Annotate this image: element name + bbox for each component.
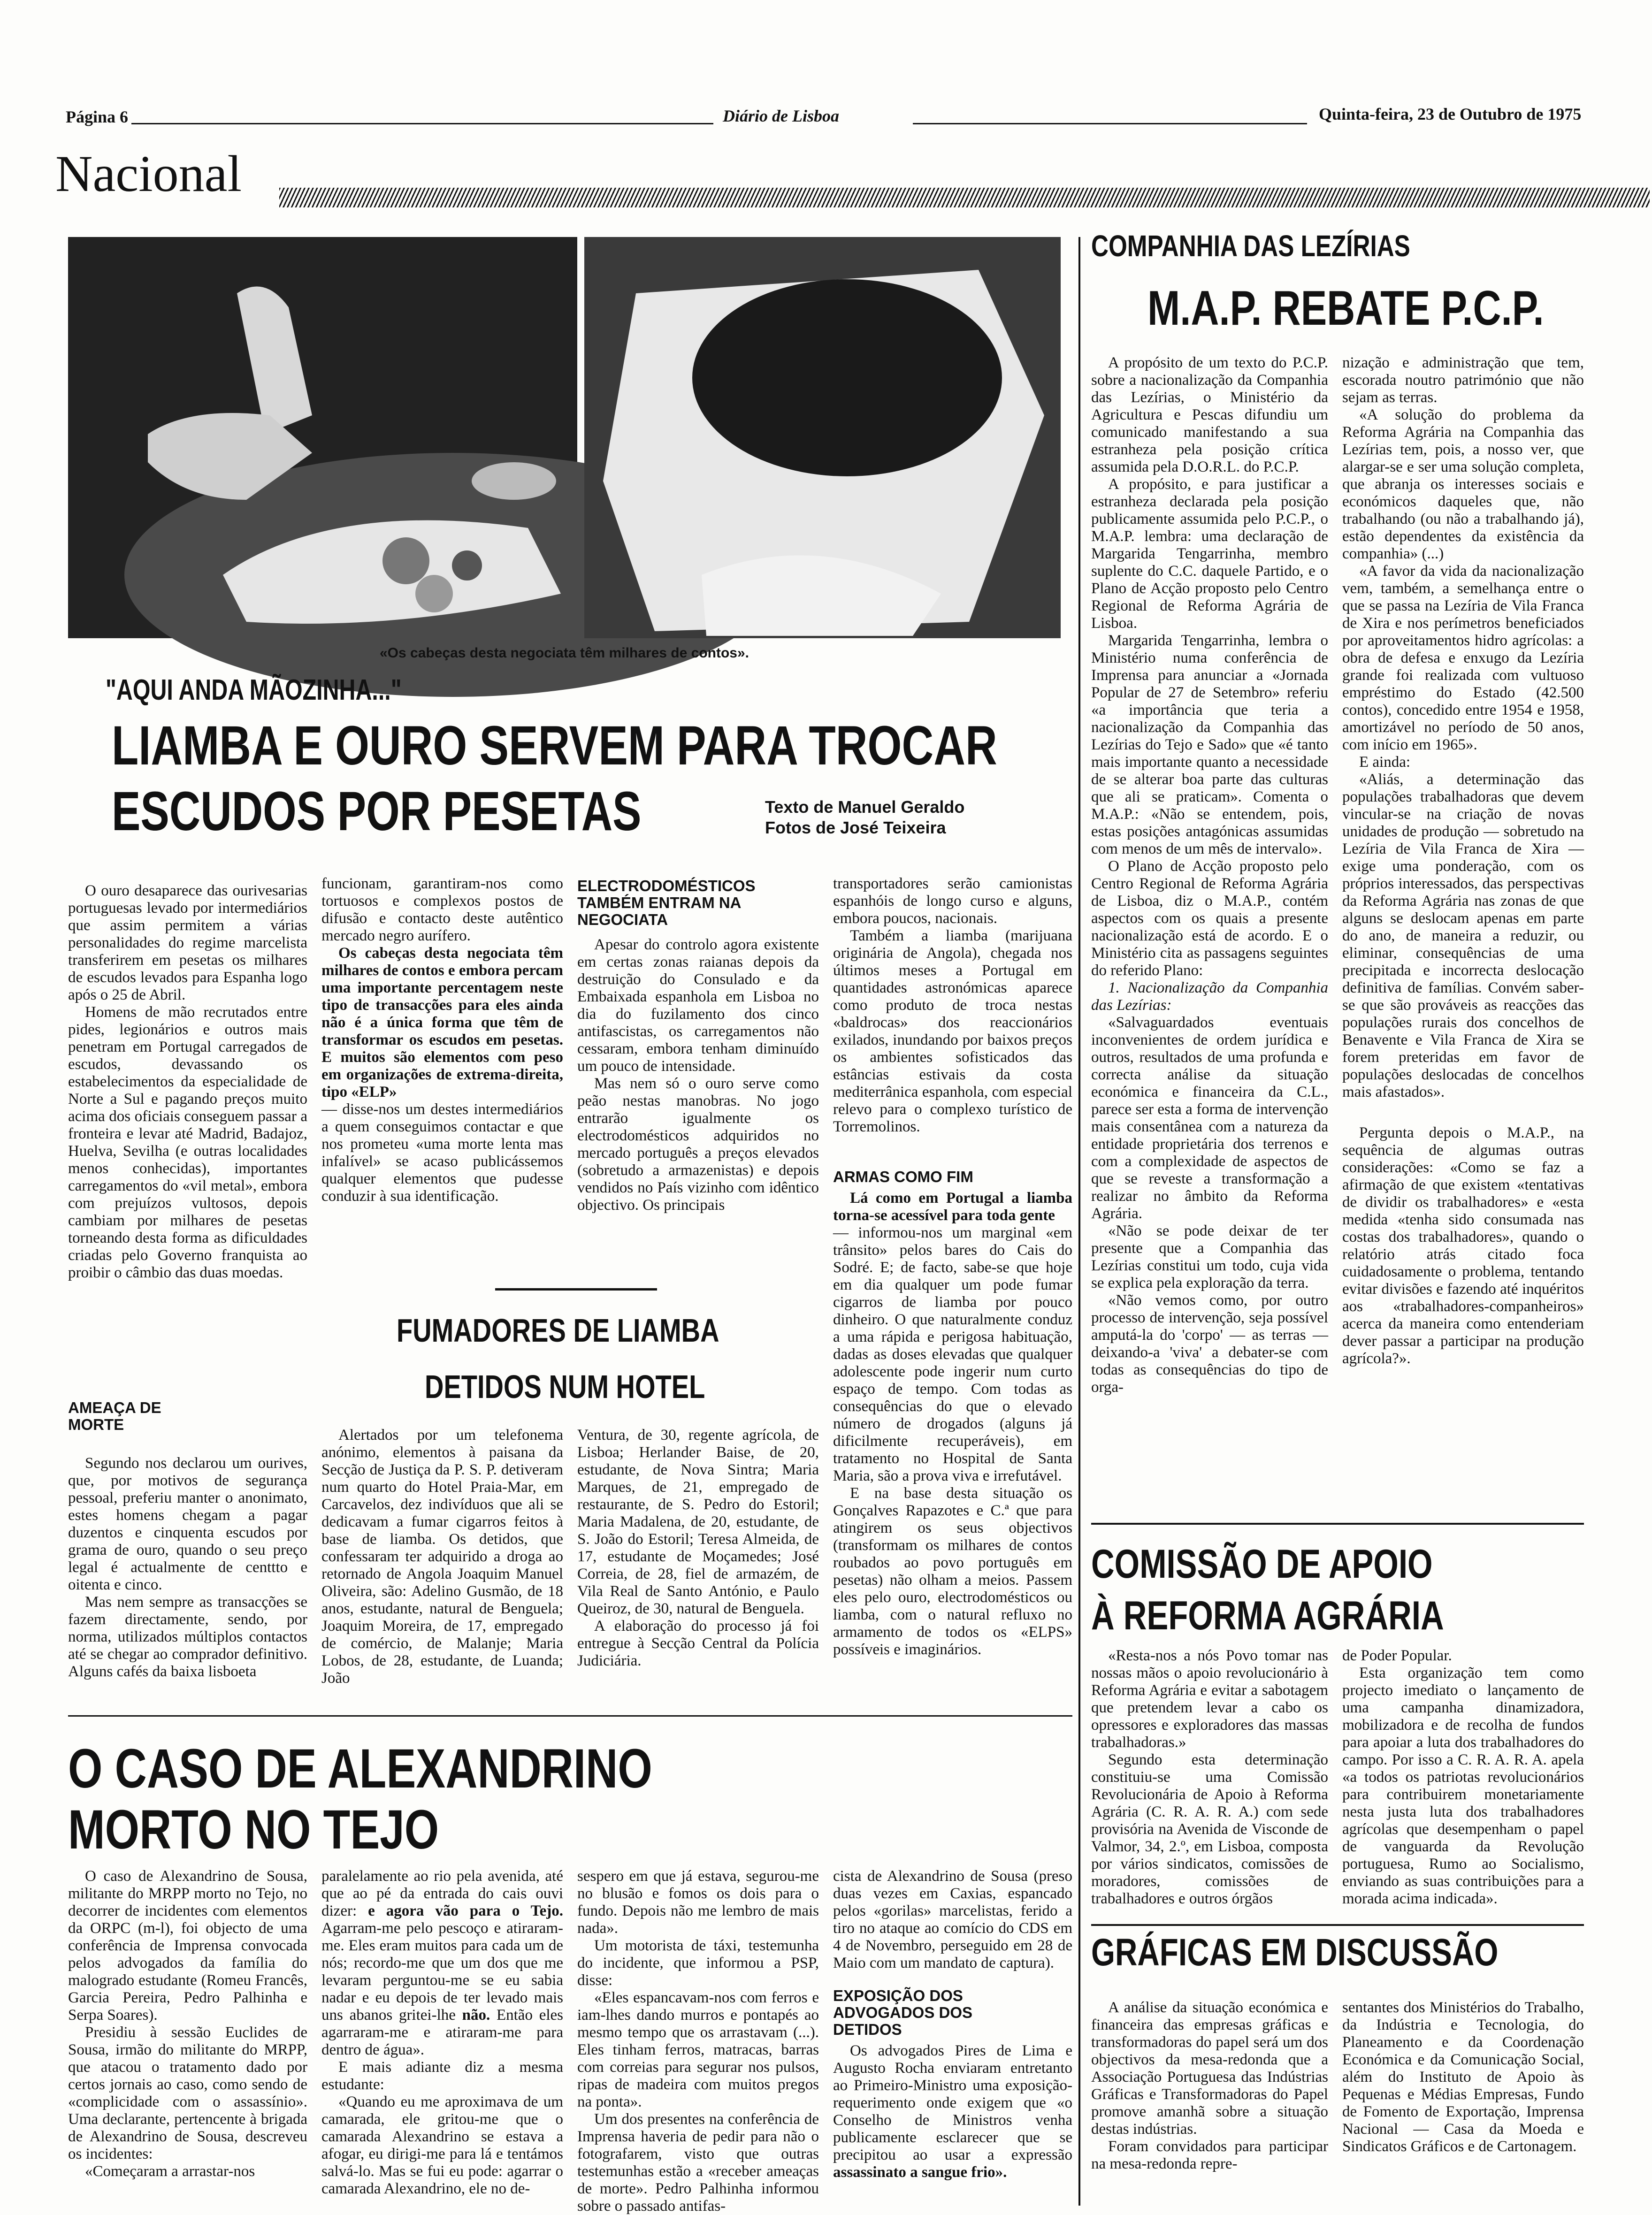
companhia-col-2 [1342, 354, 1584, 1367]
alexandrino-title-line2: MORTO NO TEJO [68, 1799, 439, 1861]
paragraph-italic: 1. Nacionalização da Companhia das Lezírias: [1091, 979, 1328, 1014]
photo-hand-with-gold [68, 237, 577, 638]
text-bold: e agora vão para o Tejo. [368, 1902, 563, 1919]
alexandrino-col-2 [321, 1868, 563, 2206]
text: Os advogados Pires de Lima e Augusto Rocha enviaram entretanto ao Primeiro-Ministro uma exposição-requerimento onde exigem que «o Conselho de Ministros venha publicamente esclarecer que se precipitou ao usar a expressão [833, 2042, 1072, 2163]
paragraph: «Salvaguardados eventuais inconvenientes de ordem jurídica e outros, resultados de uma profunda e correcta análise da situação económica e financeira da C.L., parece ser esta a forma de intervenção mais consentânea com a natureza da entidade proprietária dos terrenos e com a complexidade de aspectos de que se reveste a transformação a realizar no âmbito da Reforma Agrária. [1091, 1014, 1328, 1222]
paragraph: Homens de mão recrutados entre pides, legionários e outros mais penetram em Portugal carregados de escudos, devassando os estabelecimentos da especialidade de Norte a Sul e pagando preços muito acima dos oficiais conseguem passar a fronteira e levar até Madrid, Badajoz, Huelva, Sevilha (e outras localidades menos conhecidas), importantes carregamentos do «vil metal», embora com prejuízos vultosos, depois cambiam por milhares de pesetas torneando desta forma as dificuldades criadas pelo Governo franquista ao proibir o câmbio das duas moedas. [68, 1004, 307, 1281]
paragraph: E mais adiante diz a mesma estudante: [321, 2059, 563, 2093]
alexandrino-title-line1: O CASO DE ALEXANDRINO [68, 1738, 652, 1800]
paragraph: Também a liamba (marijuana originária de Angola), chegada nos últimos meses a Portugal em quantidades astronómicas aparece como produto de troca nestas «baldrocas» dos reaccionários exilados, inundando por baixos preços os ambientes sofisticados das estâncias estivais da costa mediterrânica espanhola, com especial relevo para o complexo turístico de Torremolinos. [833, 927, 1072, 1135]
header-rule-left [131, 123, 713, 124]
paragraph: nização e administração que tem, escorada noutro património que não sejam as terras. [1342, 354, 1584, 406]
paragraph: Segundo nos declarou um ourives, que, por motivos de segurança pessoal, preferiu manter o anonimato, estes homens chegam a pagar duzentos e cinquenta escudos por grama de ouro, quando o seu preço legal é actualmente de centtto e oitenta e cinco. [68, 1455, 307, 1593]
paragraph: O caso de Alexandrino de Sousa, militante do MRPP morto no Tejo, no decorrer de incidentes com elementos da ORPC (m-l), foi objecto de uma conferência de Imprensa convocada pelos advogados da família do malogrado estudante (Romeu Francês, Garcia Pereira, Pedro Palhinha e Serpa Soares). [68, 1868, 307, 2024]
issue-date: Quinta-feira, 23 de Outubro de 1975 [1319, 105, 1582, 123]
paragraph: — informou-nos um marginal «em trânsito» pelos bares do Cais do Sodré. E; de facto, sabe-se que hoje em dia qualquer um pode fumar cigarros de liamba por pouco dinheiro. O que naturalmente conduz a uma rápida e perigosa habituação, dadas as doses elevadas que qualquer adolescente pode ingerir num curto espaço de tempo. Com todas as consequências do que o elevado número de drogados (alguns já dificilmente recuperáveis), em tratamento no Hospital de Santa Maria, são a prova viva e irrefutável. [833, 1224, 1072, 1484]
paragraph: E ainda: [1359, 754, 1411, 771]
paragraph: Mas nem só o ouro serve como peão nestas manobras. No jogo entrarão igualmente os electrodomésticos adquiridos no mercado português a preços elevados (sobretudo a armazenistas) e depois vendidos no País vizinho com idêntico objectivo. Os principais [577, 1075, 819, 1214]
subhead-ameaca: AMEAÇA DE MORTE [68, 1399, 161, 1433]
paragraph: de Poder Popular. [1342, 1647, 1452, 1664]
alexandrino-col-4b [833, 2042, 1072, 2206]
subhead-armas: ARMAS COMO FIM [833, 1168, 973, 1185]
subhead-exposicao: EXPOSIÇÃO DOS ADVOGADOS DOS DETIDOS [833, 1987, 973, 2038]
text-bold: assassinato a sangue frio». [833, 2164, 1007, 2181]
paragraph: Esta organização tem como projecto imediato o lançamento de uma campanha dinamizadora, mobilizadora e de recolha de fundos para apoiar a luta dos trabalhadores do campo. Por isso a C. R. A. R. A. apela «a todos os patriotas revolucionários para contribuirem monetariamente nesta justa luta dos trabalhadores agrícolas que desempenham o papel de vanguarda da Revolução portuguesa, Rumo ao Socialismo, enviando as suas contribuições para a morada acima indicada». [1342, 1665, 1584, 1907]
paragraph: «Eles espancavam-nos com ferros e iam-lhes dando murros e pontapés ao mesmo tempo que os arrastavam (...). Eles tinham ferros, matracas, barras com correias para segurar nos pulsos, ripas de madeira com muitos pregos na ponta». [577, 1989, 819, 2110]
paragraph: sentantes dos Ministérios do Trabalho, da Indústria e Tecnologia, do Planeamento e da Coordenação Económica e da Comunicação Social, além do Instituto de Apoio às Pequenas e Médias Empresas, Fundo de Fomento de Exportação, Imprensa Nacional — Casa da Moeda e Sindicatos Gráficos e de Cartonagem. [1342, 1999, 1584, 2155]
liamba-col-4b [833, 1190, 1072, 1711]
paragraph: E na base desta situação os Gonçalves Rapazotes e C.ª que para atingirem os seus objectivos (transformam os milhares de contos roubados ao povo português em pesetas) não olham a meios. Passem eles pelo ouro, electrodomésticos ou liamba, com o natural refluxo no armamento de todos os «ELPS» possíveis e imaginários. [833, 1485, 1072, 1658]
paragraph: A elaboração do processo já foi entregue à Secção Central da Polícia Judiciária. [577, 1618, 819, 1669]
photo-bag-of-liamba [584, 237, 1061, 638]
paragraph: «Quando eu me aproximava de um camarada, ele gritou-me que o camarada Alexandrino se estava a afogar, eu dirigi-me para lá e tentámos salvá-lo. Mas se fui eu pode: agarrar o camarada Alexandrino, ele no de- [321, 2093, 563, 2197]
fumadores-title-line1: FUMADORES DE LIAMBA [397, 1312, 719, 1349]
comissao-title-line2: À REFORMA AGRÁRIA [1091, 1593, 1444, 1638]
liamba-col-1b [68, 1455, 307, 1718]
left-block-rule [68, 1715, 1072, 1717]
paragraph: Apesar do controlo agora existente em certas zonas raianas depois da destruição do Consulado e da Embaixada espanhola em Lisboa no dia do fuzilamento dos cinco antifascistas, os carregamentos não cessaram, embora tenham diminuído um pouco de intensidade. [577, 936, 819, 1075]
text: Agarram-me pelo pescoço e atiraram-me. Eles eram muitos para cada um de nós; recordo-me que um dos que me levaram perguntou-me se eu sabia nadar e eu depois de ter levado mais uns abanos gritei-lhe [321, 1920, 563, 2024]
paragraph: funcionam, garantiram-nos como tortuosos e complexos postos de difusão e contacto deste autêntico mercado negro aurífero. [321, 875, 563, 944]
liamba-title-line2: ESCUDOS POR PESETAS [112, 780, 642, 842]
paragraph-bold: Os cabeças desta negociata têm milhares de contos e embora percam uma importante percentagem neste tipo de transacções para eles ainda não é a única forma que têm de transformar os escudos em pesetas. E muitos são elementos com peso em organizações de extrema-direita, tipo «ELP» [321, 945, 563, 1100]
liamba-kicker: "AQUI ANDA MÃOZINHA..." [106, 674, 402, 706]
fumadores-col-1 [321, 1427, 563, 1713]
companhia-kicker: COMPANHIA DAS LEZÍRIAS [1091, 229, 1410, 263]
paragraph-bold: Lá como em Portugal a liamba torna-se acessível para toda gente [833, 1190, 1072, 1224]
alexandrino-col-4 [833, 1868, 1072, 1990]
paragraph: Foram convidados para participar na mesa-redonda repre- [1091, 2138, 1328, 2172]
paragraph: Margarida Tengarrinha, lembra o Ministério numa conferência de Imprensa para anunciar a «Jornada Popular de 27 de Setembro» referiu «a importância que teria a nacionalização da Companhia das Lezírias do Tejo e Sado» que «é tanto mais importante quanto a necessidade de se alterar boa parte das culturas que ali se praticam». Comenta o M.A.P.: «Não se entendem, pois, estas posições antagónicas assumidas com menos de um mês de intervalo». [1091, 632, 1328, 857]
liamba-byline-photos: Fotos de José Teixeira [765, 818, 946, 837]
liamba-byline-text: Texto de Manuel Geraldo [765, 797, 965, 817]
paragraph: «A solução do problema da Reforma Agrária na Companhia das Lezírias tem, pois, a nosso ver, que alargar-se e ser uma solução completa, que abranja os interesses sociais e económicos daqueles que, não trabalhando (ou não a trabalhando já), estão dependentes da existência da companhia» (...) [1342, 406, 1584, 562]
paragraph: Pergunta depois o M.A.P., na sequência de algumas outras considerações: «Como se faz a afirmação de que existem «tentativas de dividir os trabalhadores» e «esta medida «tenha sido consumada nas costas dos trabalhadores», quando o relatório atrás citado foca cuidadosamente o problema, tentando evitar divisões e fazendo até inquéritos aos «trabalhadores-companheiros» acerca da maneira como entenderiam dever passar a participar na produção agrícola?». [1342, 1124, 1584, 1367]
paragraph: A análise da situação económica e financeira das empresas gráficas e transformadoras do papel será um dos objectivos da mesa-redonda que a Associação Portuguesa das Indústrias Gráficas e Transformadoras do Papel promove amanhã sobre a situação destas indústrias. [1091, 1999, 1328, 2138]
text: paralelamente ao rio pela avenida, até que ao pé da entrada do cais ouvi dizer: [321, 1868, 563, 1919]
subhead-electrodomesticos: ELECTRODOMÉSTICOS TAMBÉM ENTRAM NA NEGOCIATA [577, 877, 756, 928]
comissao-col-1 [1091, 1647, 1328, 1929]
paragraph: O Plano de Acção proposto pelo Centro Regional de Reforma Agrária de Lisboa, diz o M.A.P., contém aspectos com os quais a presente nacionalização está de acordo. E o Ministério cita as passagens seguintes do referido Plano: [1091, 858, 1328, 979]
paragraph: «Começaram a arrastar-nos [85, 2163, 255, 2180]
paragraph: sespero em que já estava, segurou-me no blusão e fomos os dois para o fundo. Depois não me lembro de mais nada». [577, 1868, 819, 1937]
paragraph: Segundo esta determinação constituiu-se uma Comissão Revolucionária de Apoio à Reforma Agrária (C. R. A. R. A.) com sede provisória na Avenida de Visconde de Valmor, 34, 2.º, em Lisboa, composta por vários sindicatos, comissões de moradores, comissões de trabalhadores e outros órgãos [1091, 1751, 1328, 1907]
companhia-col-1 [1091, 354, 1328, 1396]
paragraph: «Não se pode deixar de ter presente que a Companhia das Lezírias constitui um todo, cuja vida se explica pela exploração da terra. [1091, 1222, 1328, 1291]
section-rule [279, 188, 1650, 207]
comissao-rule [1091, 1924, 1584, 1926]
graficas-col-1 [1091, 1999, 1328, 2206]
graficas-title: GRÁFICAS EM DISCUSSÃO [1091, 1931, 1499, 1974]
comissao-title-line1: COMISSÃO DE APOIO [1091, 1542, 1433, 1587]
companhia-rule [1091, 1523, 1584, 1525]
paragraph [833, 2042, 1072, 2181]
section-title: Nacional [55, 145, 242, 202]
paragraph: Alertados por um telefonema anónimo, elementos à paisana da Secção de Justiça da P. S. P. detiveram num quarto do Hotel Praia-Mar, em Carcavelos, dez indivíduos que ali se dedicavam a fumar cigarros feitos à base de liamba. Os detidos, que confessaram ter adquirido a droga ao retornado de Angola Joaquim Manuel Oliveira, são: Adelino Gusmão, de 18 anos, estudante, natural de Benguela; Joaquim Moreira, de 17, empregado de comércio, de Malanje; Maria Lobos, de 28, estudante, de Luanda; João [321, 1427, 563, 1687]
right-column-divider [1078, 237, 1080, 2206]
alexandrino-col-1 [68, 1868, 307, 2206]
paragraph: — disse-nos um destes intermediários a quem conseguimos contactar e que nos prometeu «uma morte lenta mas infalível» se acaso publicássemos qualquer elementos que pudesse conduzir à sua identificação. [321, 1101, 563, 1205]
companhia-title: M.A.P. REBATE P.C.P. [1147, 281, 1544, 336]
paragraph: Presidiu à sessão Euclides de Sousa, irmão do militante do MRPP, que atacou o tratamento dado por certos jornais ao caso, como sendo de «complicidade com o assassínio». Uma declarante, pertencente à brigada de Alexandrino de Sousa, descreveu os incidentes: [68, 2024, 307, 2162]
photo-caption: «Os cabeças desta negociata têm milhares de contos». [379, 645, 749, 661]
paragraph: Um motorista de táxi, testemunha do incidente, que informou a PSP, disse: [577, 1937, 819, 1989]
liamba-col-4 [833, 875, 1072, 1176]
comissao-col-2 [1342, 1647, 1584, 1929]
text: Então eles agarraram-me e atiraram-me para dentro de água». [321, 2007, 563, 2058]
paragraph: O ouro desaparece das ourivesarias portuguesas levado por intermediários que assim permitem a várias personalidades do regime marcelista transferirem em pesetas os milhares de escudos levados para Espanha logo após o 25 de Abril. [68, 882, 307, 1003]
paragraph: A propósito, e para justificar a estranheza declarada pela posição publicamente assumida pelo P.C.P., o M.A.P. lembra: uma declaração de Margarida Tengarrinha, membro suplente do C.C. daquele Partido, e o Plano de Acção proposto pelo Centro Regional de Reforma Agrária de Lisboa. [1091, 476, 1328, 632]
paragraph [321, 1868, 563, 2059]
header-rule-right [913, 123, 1307, 124]
fumadores-title-line2: DETIDOS NUM HOTEL [425, 1368, 705, 1405]
text-bold: não. [462, 2007, 490, 2024]
paragraph: «Não vemos como, por outro processo de intervenção, seja possível amputá-la do 'corpo' — as terras — deixando-a 'viva' a debater-se com todas as consequências do tipo de orga- [1091, 1292, 1328, 1396]
paragraph: «Resta-nos a nós Povo tomar nas nossas mãos o apoio revolucionário à Reforma Agrária e evitar a sabotagem que pretendem levar a cabo os opressores e exploradores das massas trabalhadoras.» [1091, 1647, 1328, 1751]
paragraph: «Aliás, a determinação das populações trabalhadoras que devem vincular-se na criação de novas unidades de produção — sobretudo na Lezíria de Vila Franca de Xira — exige uma ponderação, com os próprios interessados, das perspectivas da Reforma Agrária nas zonas de que alguns se deslocam apenas em parte do ano, de maneira a reduzir, ou eliminar, consequências de uma precipitada e incorrecta deslocação definitiva de famílias. Convém saber-se que são prováveis as reacções das populações rurais dos concelhos de Benavente e Vila Franca de Xira se forem preteridas em favor de populações deslocadas de concelhos mais afastados». [1342, 771, 1584, 1100]
fumadores-rule [495, 1288, 657, 1291]
masthead: Diário de Lisboa [723, 107, 839, 125]
fumadores-col-2 [577, 1427, 819, 1713]
paragraph: Ventura, de 30, regente agrícola, de Lisboa; Herlander Baise, de 20, estudante, de Nova Sintra; Maria Marques, de 21, empregado de restaurante, de S. Pedro do Estoril; Maria Madalena, de 20, estudante, de S. João do Estoril; Teresa Almeida, de 17, estudante de Moçamedes; José Correia, de 28, fiel de armazém, de Vila Real de Santo António, e Paulo Queiroz, de 30, natural de Benguela. [577, 1427, 819, 1617]
alexandrino-col-3 [577, 1868, 819, 2215]
paragraph: Mas nem sempre as transacções se fazem directamente, sendo, por norma, utilizados múltiplos contactos até se chegar ao comprador definitivo. Alguns cafés da baixa lisboeta [68, 1594, 307, 1680]
liamba-col-3 [577, 936, 819, 1293]
paragraph: cista de Alexandrino de Sousa (preso duas vezes em Caxias, espancado pelos «gorilas» marcelistas, ferido a tiro no ataque ao comício do CDS em 4 de Novembro, perseguido em 28 de Maio com um mandato de captura). [833, 1868, 1072, 1971]
paragraph: transportadores serão camionistas espanhóis de longo curso e alguns, embora poucos, nacionais. [833, 875, 1072, 927]
page-number: Página 6 [66, 107, 129, 126]
paragraph: Um dos presentes na conferência de Imprensa haveria de pedir para não o fotografarem, visto que outras testemunhas estão a «receber ameaças de morte». Pedro Palhinha informou sobre o passado antifas- [577, 2111, 819, 2215]
liamba-col-2 [321, 875, 563, 1279]
graficas-col-2 [1342, 1999, 1584, 2206]
liamba-title-line1: LIAMBA E OURO SERVEM PARA TROCAR [112, 715, 997, 777]
liamba-col-1 [68, 882, 307, 1413]
paragraph: A propósito de um texto do P.C.P. sobre a nacionalização da Companhia das Lezírias, o Ministério da Agricultura e Pescas difundiu um comunicado manifestando a sua estranheza pela posição crítica assumida pela D.O.R.L. do P.C.P. [1091, 354, 1328, 475]
paragraph: «A favor da vida da nacionalização vem, também, a semelhança entre o que se passa na Lezíria de Vila Franca de Xira e nos perímetros beneficiados por aproveitamentos hidro agrícolas: a obra de defesa e enxugo da Lezíria grande foi realizada com vultuoso empréstimo do Estado (42.500 contos), concedido entre 1954 e 1958, amortizável no período de 50 anos, com início em 1965». [1342, 563, 1584, 753]
